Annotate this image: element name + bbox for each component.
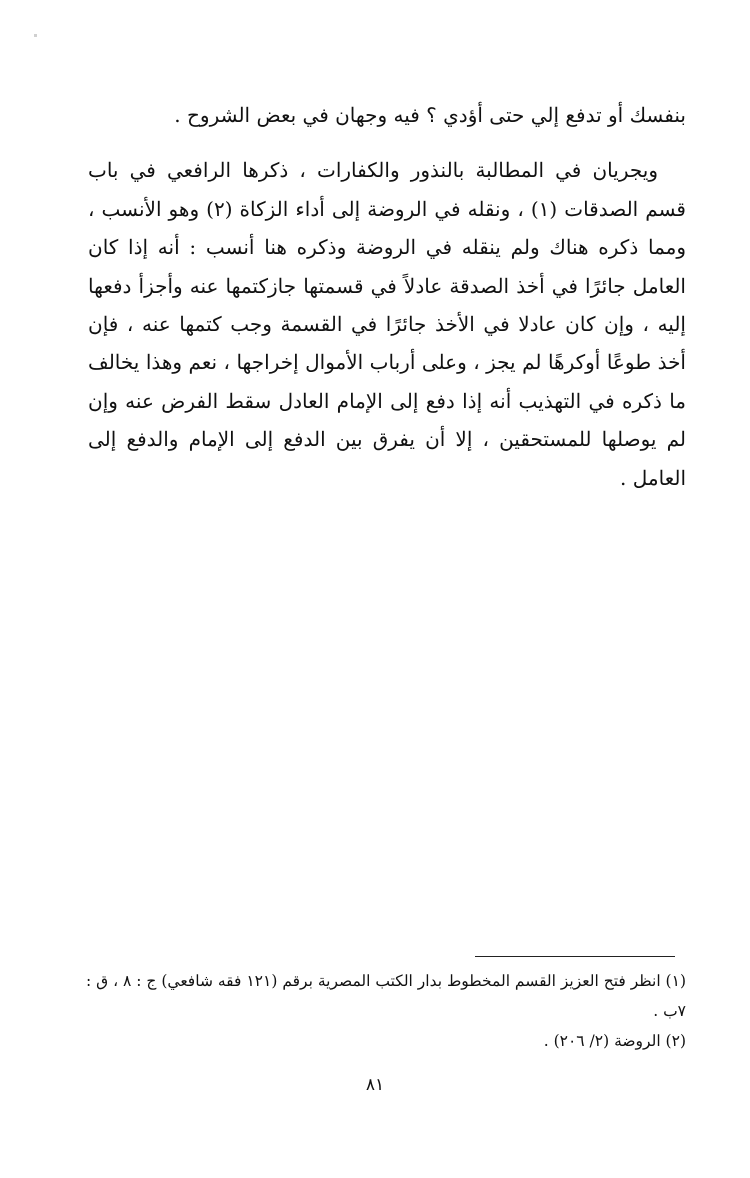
footnotes xyxy=(80,966,686,1056)
paragraph-continuation: بنفسك أو تدفع إلي حتى أؤدي ؟ فيه وجهان في بعض الشروح . xyxy=(174,103,686,127)
main-text xyxy=(88,96,686,497)
page-number: ٨١ xyxy=(365,1075,385,1095)
footnote-1: (١) انظر فتح العزيز القسم المخطوط بدار الكتب المصرية برقم (١٢١ فقه شافعي) ج : ٨ ، ق : ٧ب . xyxy=(85,972,686,1020)
scan-speck xyxy=(34,34,37,37)
paragraph-main: ويجريان في المطالبة بالنذور والكفارات ، ذكرها الرافعي في باب قسم الصدقات (١) ، ونقله في الروضة إلى أداء الزكاة (٢) وهو الأنسب ، ومما ذكره هناك ولم ينقله في الروضة وذكره هنا أنسب : أنه إذا كان العامل جائرًا في أخذ الصدقة عادلاً في قسمتها جازكتمها عنه وأجزأ دفعها إليه ، وإن كان عادلا في الأخذ جائرًا في القسمة وجب كتمها عنه ، فإن أخذ طوعًا أوكرهًا لم يجز ، وعلى أرباب الأموال إخراجها ، نعم وهذا يخالف ما ذكره في التهذيب أنه إذا دفع إلى الإمام العادل سقط الفرض عنه وإن لم يوصلها للمستحقين ، إلا أن يفرق بين الدفع إلى الإمام والدفع إلى العامل . xyxy=(88,158,686,490)
footnote-separator xyxy=(475,956,675,957)
footnote-2: (٢) الروضة (٢/ ٢٠٦) . xyxy=(543,1032,686,1050)
